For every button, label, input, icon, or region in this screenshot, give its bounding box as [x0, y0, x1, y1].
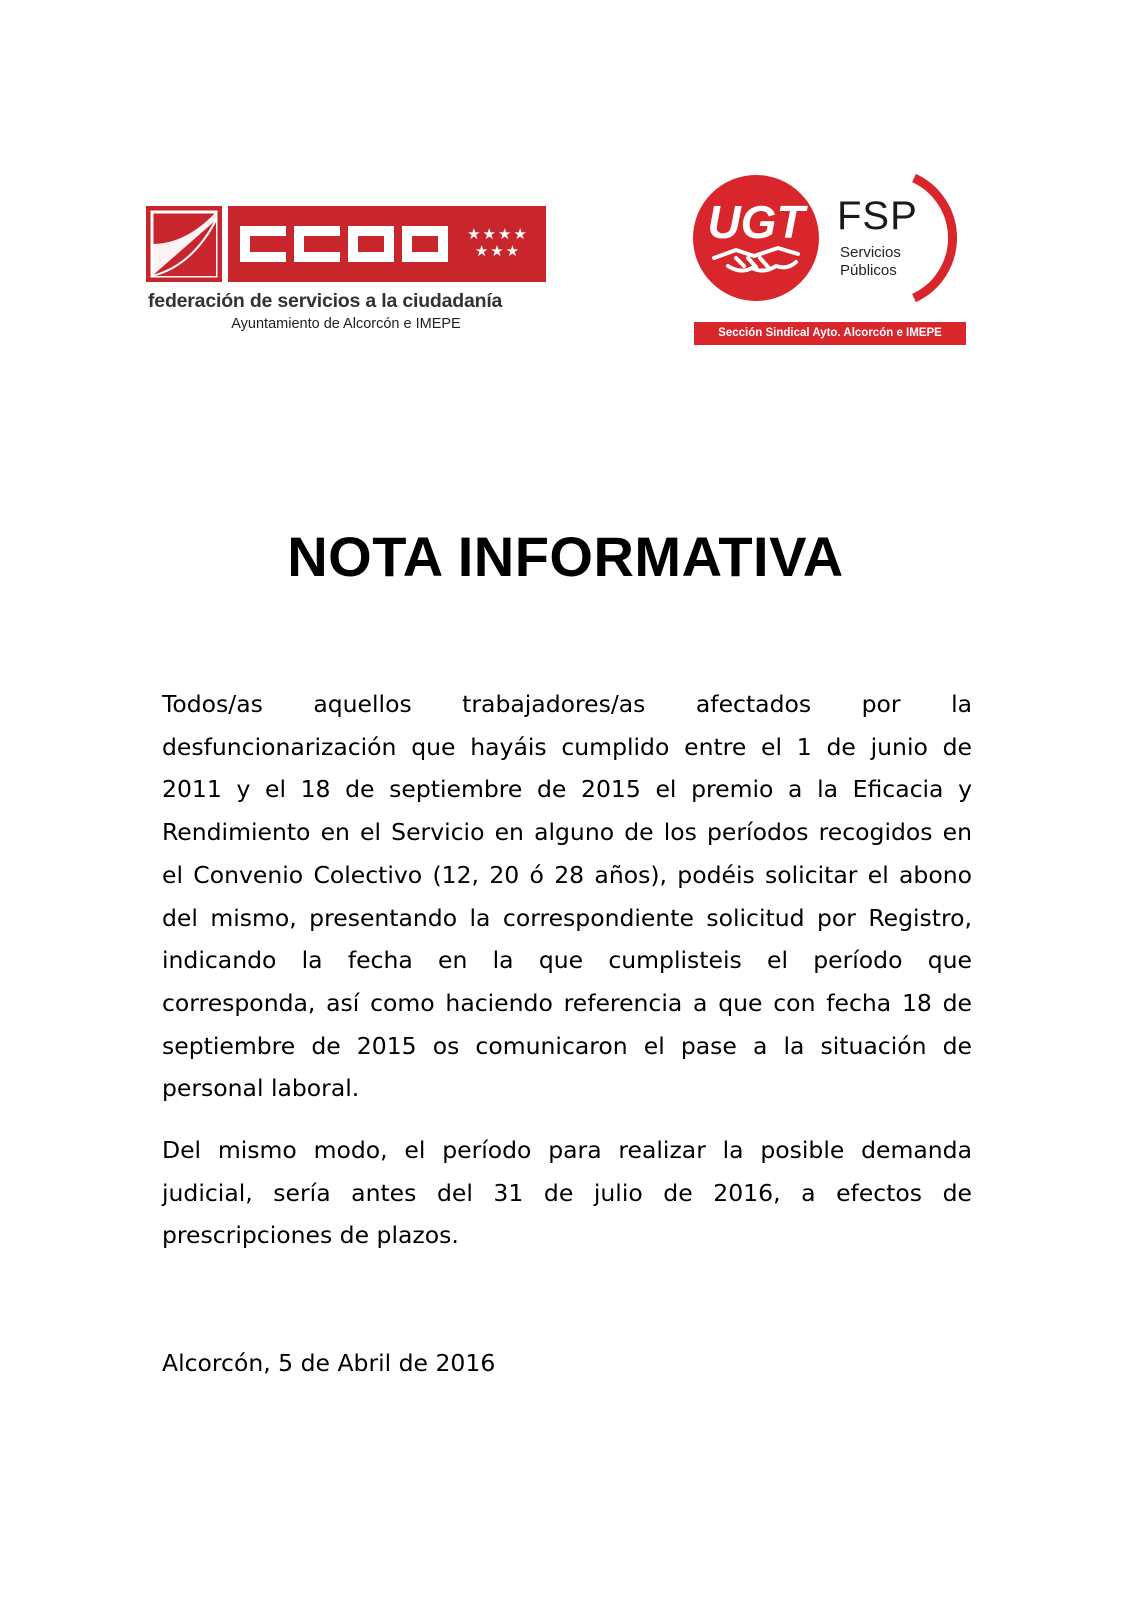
document-body — [162, 683, 972, 1276]
ccoo-tagline: federación de servicios a la ciudadanía — [148, 290, 503, 312]
servicios-label: Servicios — [840, 244, 901, 261]
ccoo-emblem-icon — [146, 206, 222, 282]
ccoo-logo — [146, 206, 546, 346]
place-date: Alcorcón, 5 de Abril de 2016 — [162, 1349, 496, 1377]
ccoo-subtitle: Ayuntamiento de Alcorcón e IMEPE — [231, 316, 461, 332]
body-paragraph: Del mismo modo, el período para realizar la posible demanda judicial, sería antes del 31 de julio de 2016, a efectos de prescripciones de plazos. — [162, 1136, 972, 1250]
svg-text:UGT: UGT — [707, 196, 805, 248]
ugt-logo — [692, 174, 972, 349]
publicos-label: Públicos — [840, 262, 897, 279]
ccoo-letters-icon — [240, 226, 450, 262]
stars-icon: ★★★★ ★★★ — [467, 225, 529, 260]
ugt-emblem-icon — [692, 174, 972, 314]
fsp-label: FSP — [837, 194, 918, 238]
ugt-section-band: Sección Sindical Ayto. Alcorcón e IMEPE — [694, 322, 966, 345]
ccoo-wordmark — [228, 206, 546, 282]
body-paragraph: Todos/as aquellos trabajadores/as afectados por la desfuncionarización que hayáis cumplido entre el 1 de junio de 2011 y el 18 de septiembre de 2015 el premio a la Eficacia y Rendimiento en el Servicio en alguno de los períodos recogidos en el Convenio Colectivo (12, 20 ó 28 años), podéis solicitar el abono del mismo, presentando la correspondiente solicitud por Registro, indicando la fecha en la que cumplisteis el período que corresponda, así como haciendo referencia a que con fecha 18 de septiembre de 2015 os comunicaron el pase a la situación de personal laboral. — [162, 690, 972, 1103]
page-title: NOTA INFORMATIVA — [287, 525, 844, 588]
